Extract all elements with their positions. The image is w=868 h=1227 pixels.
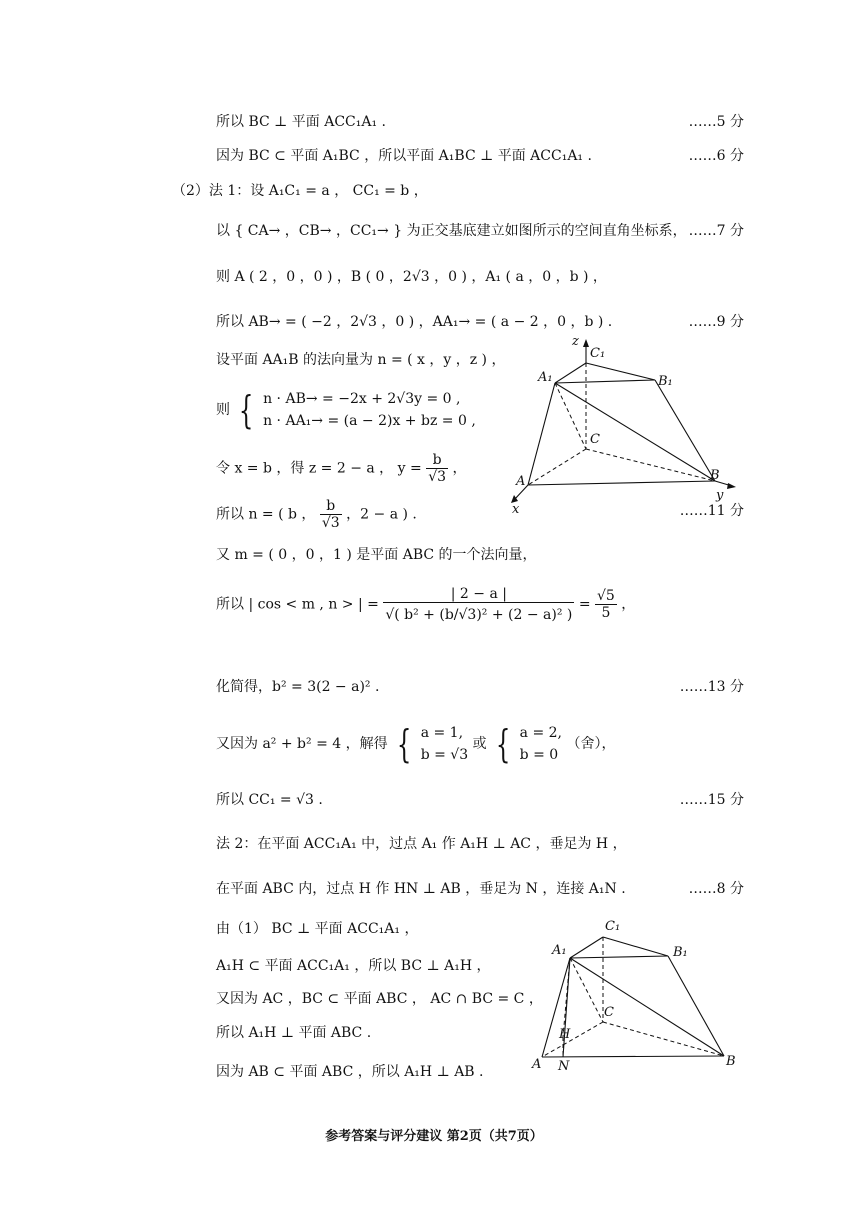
fraction-n: $\frac{b}{√3}$ [321,498,340,531]
text-line-13: 化简得，b² = 3(2 − a)² . [216,679,380,695]
text-line-15: 所以 CC₁ = √3 . [216,792,323,808]
score-11: ……11 分 [679,503,744,519]
text-line-20: 又因为 AC ，BC ⊂ 平面 ABC ， AC ∩ BC = C ， [216,991,543,1007]
text-line-9: 令 x = b ，得 z = 2 − a ， y = $\frac{b}{√3}$ ， [216,452,467,485]
text-line-6: 所以 AB→ = ( −2 ，2√3 ，0 ) ，AA₁→ = ( a − 2 ，0 ，b ) . [216,314,613,330]
text-line-4: 以 { CA→ ，CB→ ，CC₁→ } 为正交基底建立如图所示的空间直角坐标系， [216,223,687,239]
label-C1: C₁ [605,919,621,934]
text-line-22: 因为 AB ⊂ 平面 ABC ，所以 A₁H ⊥ AB . [216,1064,484,1080]
score-9: ……9 分 [688,314,744,330]
solution-1: a = 1, b = √3 [420,725,469,763]
solution-2: a = 2, b = 0 [519,725,563,763]
page-footer: 参考答案与评分建议 第2页（共7页） [325,1129,543,1144]
equation-system-1: n · AB→ = −2x + 2√3y = 0 , n · AA₁→ = (a − 2)x + bz = 0 , [263,391,476,429]
text-line-1: 所以 BC ⊥ 平面 ACC₁A₁ . [216,114,386,130]
label-A: A [516,474,526,489]
label-C: C [590,432,600,447]
score-15: ……15 分 [679,792,744,808]
text-line-3: （2）法 1：设 A₁C₁ = a ， CC₁ = b ， [172,183,428,199]
label-B1: B₁ [673,945,688,960]
text-line-12: 所以 | cos < m , n > | = $\frac{| 2 - a |}{\text{√( b² + (b/√3)² + (2 − a)² )}}$ = $\frac{√5}{5}$ ， [216,586,636,623]
label-A1: A₁ [538,370,553,385]
text-line-19: A₁H ⊂ 平面 ACC₁A₁ ，所以 BC ⊥ A₁H ， [216,958,491,974]
score-8: ……8 分 [688,881,744,897]
score-5: ……5 分 [688,114,744,130]
label-y: y [716,488,724,503]
text-line-8: 则 { n · AB→ = −2x + 2√3y = 0 , n · AA₁→ = (a − 2)x + bz = 0 , [216,388,476,432]
figure-2-frustum [528,912,748,1077]
text-line-18: 由（1） BC ⊥ 平面 ACC₁A₁ ， [216,921,419,937]
text-line-14: 又因为 a² + b² = 4 ，解得 { a = 1, b = √3 或 { a = 2, b = 0 （舍）， [216,722,616,766]
label-A: A [532,1057,542,1072]
label-z: z [572,334,579,349]
label-N: N [558,1059,570,1074]
score-13: ……13 分 [679,679,744,695]
text-line-11: 又 m = ( 0 ，0 ，1 ) 是平面 ABC 的一个法向量， [216,547,537,563]
text-line-10: 所以 n = ( b ， $\frac{b}{√3}$ ，2 − a ) . [216,498,417,531]
text-line-17: 在平面 ABC 内，过点 H 作 HN ⊥ AB ，垂足为 N ，连接 A₁N . [216,881,626,897]
score-6: ……6 分 [688,148,744,164]
label-C1: C₁ [590,346,606,361]
text-line-2: 因为 BC ⊂ 平面 A₁BC ，所以平面 A₁BC ⊥ 平面 ACC₁A₁ . [216,148,592,164]
label-H: H [559,1027,571,1042]
label-x: x [512,502,520,517]
label-B: B [710,468,720,483]
label-A1: A₁ [552,943,567,958]
text-line-16: 法 2：在平面 ACC₁A₁ 中，过点 A₁ 作 A₁H ⊥ AC ，垂足为 H ， [216,836,627,852]
fraction-rhs: $\frac{√5}{5}$ [597,588,615,621]
fraction-y: $\frac{b}{√3}$ [428,452,447,485]
brace: { [239,388,254,432]
figure-1-coordinate-frustum [490,335,750,520]
label-B: B [726,1054,736,1069]
text-line-7: 设平面 AA₁B 的法向量为 n = ( x ，y ，z ) ， [216,352,506,368]
label-C: C [604,1005,614,1020]
text-line-21: 所以 A₁H ⊥ 平面 ABC . [216,1025,372,1041]
score-7: ……7 分 [688,223,744,239]
fraction-cos: $\frac{| 2 - a |}{\text{√( b² + (b/√3)² + (2 − a)² )}}$ [385,586,573,623]
text-line-5: 则 A ( 2 ，0 ，0 ) ，B ( 0 ，2√3 ，0 ) ，A₁ ( a ，0 ，b ) ， [216,269,607,285]
label-B1: B₁ [658,374,673,389]
